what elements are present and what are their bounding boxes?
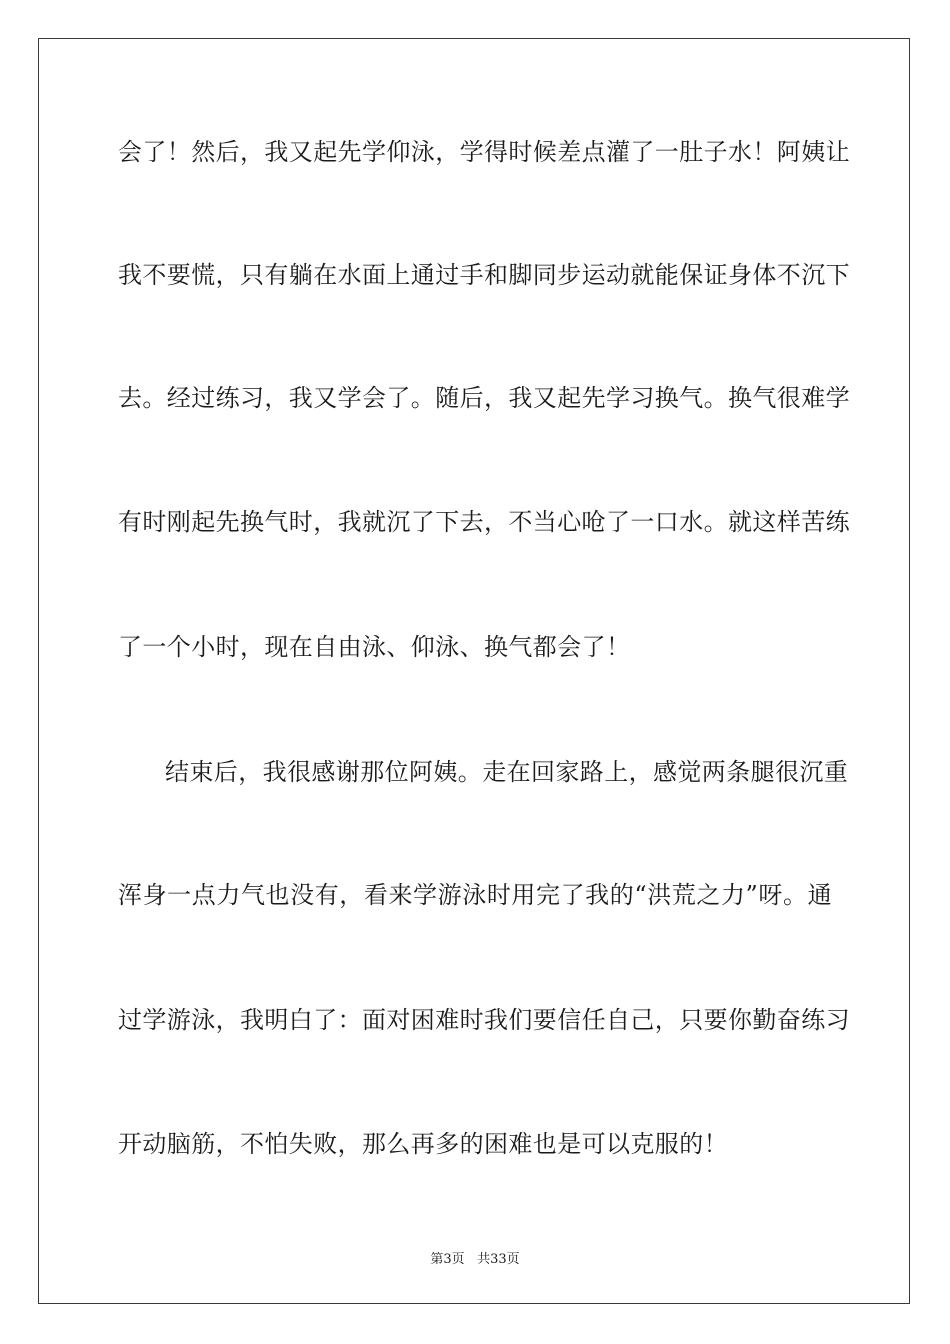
- paragraph-line-3: 去。经过练习，我又学会了。随后，我又起先学习换气。换气很难学: [118, 384, 850, 412]
- paragraph-line-7: 浑身一点力气也没有，看来学游泳时用完了我的“洪荒之力”呀。通: [118, 881, 832, 909]
- page-border: [38, 38, 910, 1304]
- paragraph-line-5: 了一个小时，现在自由泳、仰泳、换气都会了！: [118, 633, 631, 661]
- paragraph-line-4: 有时刚起先换气时，我就沉了下去，不当心呛了一口水。就这样苦练: [118, 508, 850, 536]
- paragraph-line-1: 会了！然后，我又起先学仰泳，学得时候差点灌了一肚子水！阿姨让: [118, 138, 850, 166]
- paragraph-line-8: 过学游泳，我明白了：面对困难时我们要信任自己，只要你勤奋练习: [118, 1006, 850, 1034]
- paragraph-line-2: 我不要慌，只有躺在水面上通过手和脚同步运动就能保证身体不沉下: [118, 261, 850, 289]
- paragraph-line-6: 结束后，我很感谢那位阿姨。走在回家路上，感觉两条腿很沉重: [165, 758, 849, 786]
- total-pages: 共33页: [477, 1252, 520, 1267]
- paragraph-line-9: 开动脑筋，不怕失败，那么再多的困难也是可以克服的！: [118, 1130, 728, 1158]
- page-number: 第3页: [430, 1252, 465, 1267]
- page-footer: [0, 1248, 950, 1267]
